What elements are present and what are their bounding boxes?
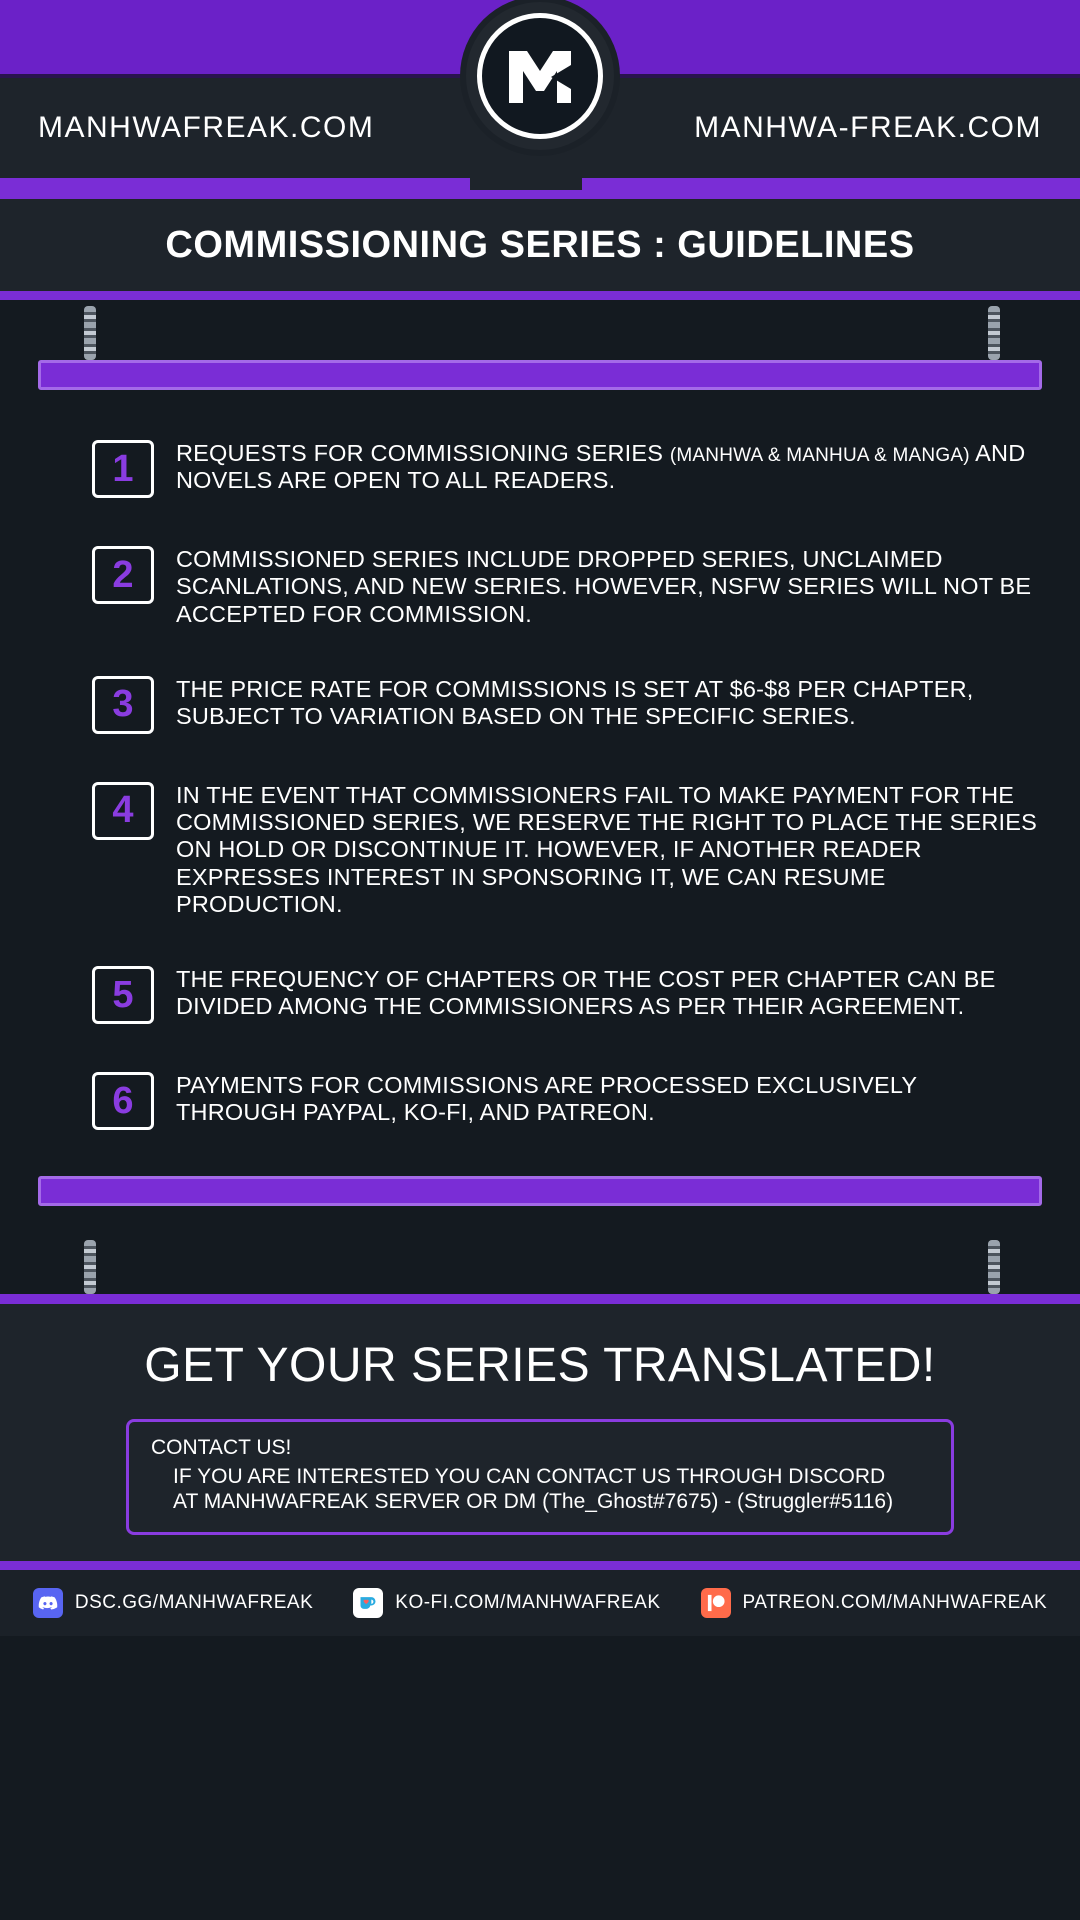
rule-text: PAYMENTS FOR COMMISSIONS ARE PROCESSED EXCLUSIVELY THROUGH PAYPAL, KO-FI, AND PATREON. <box>176 1072 917 1126</box>
discord-icon <box>33 1588 63 1618</box>
footer-separator-top <box>0 1294 1080 1304</box>
chain-icon-bottom-right <box>988 1240 1000 1294</box>
chain-icon-bottom-left <box>84 1240 96 1294</box>
chain-icon-top-right <box>988 306 1000 360</box>
contact-line-1: IF YOU ARE INTERESTED YOU CAN CONTACT US THROUGH DISCORD <box>173 1465 886 1488</box>
footer-headline: GET YOUR SERIES TRANSLATED! <box>144 1339 936 1392</box>
top-chain-zone <box>0 300 1080 360</box>
rule-text <box>176 438 1042 495</box>
site-name-left: MANHWAFREAK.COM <box>38 111 375 144</box>
contact-title: CONTACT US! <box>151 1436 292 1459</box>
bottom-chain-zone <box>0 1206 1080 1278</box>
decorative-bar-top <box>38 360 1042 390</box>
list-item <box>0 544 1080 628</box>
rule-text: THE PRICE RATE FOR COMMISSIONS IS SET AT $6-$8 PER CHAPTER, SUBJECT TO VARIATION BASED ON THE SPECIFIC SERIES. <box>176 675 974 729</box>
social-label-discord: DSC.GG/MANHWAFREAK <box>74 1592 314 1614</box>
list-item <box>0 964 1080 1024</box>
list-item <box>0 1070 1080 1130</box>
site-name-right: MANHWA-FREAK.COM <box>694 111 1042 144</box>
rule-text: THE FREQUENCY OF CHAPTERS OR THE COST PER CHAPTER CAN BE DIVIDED AMONG THE COMMISSIONERS AS PER THEIR AGREEMENT. <box>176 966 996 1020</box>
list-item <box>0 438 1080 498</box>
page-title-band <box>0 199 1080 291</box>
header-underbar <box>0 178 1080 190</box>
guidelines-list <box>0 390 1080 1130</box>
rule-text-tail: AND NOVELS ARE OPEN TO ALL READERS. <box>176 440 1026 494</box>
rule-text-small: (MANHWA & MANHUA & MANGA) <box>669 445 970 466</box>
footer-panel <box>0 1304 1080 1561</box>
title-separator-bottom <box>0 291 1080 300</box>
rule-number: 4 <box>92 782 154 840</box>
footer-separator-bottom <box>0 1561 1080 1570</box>
social-label-kofi: KO-FI.COM/MANHWAFREAK <box>395 1592 661 1614</box>
header-underbar-right <box>582 178 1080 190</box>
decorative-bar-bottom <box>38 1176 1042 1206</box>
title-separator-top <box>0 190 1080 199</box>
header-underbar-left <box>0 178 470 190</box>
social-link-kofi[interactable] <box>353 1588 660 1618</box>
rule-text-lead: REQUESTS FOR COMMISSIONING SERIES <box>176 440 670 466</box>
list-item <box>0 780 1080 918</box>
header-underbar-gap <box>470 178 582 190</box>
page-title: COMMISSIONING SERIES : GUIDELINES <box>165 223 915 266</box>
rule-number: 6 <box>92 1072 154 1130</box>
social-label-patreon: PATREON.COM/MANHWAFREAK <box>742 1592 1048 1614</box>
social-links-bar <box>0 1570 1080 1636</box>
contact-line-2: AT MANHWAFREAK SERVER OR DM (The_Ghost#7675) - (Struggler#5116) <box>173 1490 894 1514</box>
social-link-patreon[interactable] <box>701 1588 1048 1618</box>
rule-text: COMMISSIONED SERIES INCLUDE DROPPED SERIES, UNCLAIMED SCANLATIONS, AND NEW SERIES. HOWEVER, NSFW SERIES WILL NOT BE ACCEPTED FOR COMMISSION. <box>176 546 1032 627</box>
manhwafreak-m-logo-icon <box>477 13 603 139</box>
contact-box <box>126 1419 954 1535</box>
kofi-icon <box>353 1588 383 1618</box>
social-link-discord[interactable] <box>33 1588 313 1618</box>
rule-number: 3 <box>92 676 154 734</box>
chain-icon-top-left <box>84 306 96 360</box>
rule-text: IN THE EVENT THAT COMMISSIONERS FAIL TO MAKE PAYMENT FOR THE COMMISSIONED SERIES, WE RESERVE THE RIGHT TO PLACE THE SERIES ON HOLD OR DISCONTINUE IT. HOWEVER, IF ANOTHER READER EXPRESSES INTEREST IN SPONSORING IT, WE CAN RESUME PRODUCTION. <box>176 781 1038 917</box>
rule-number: 2 <box>92 546 154 604</box>
rule-number: 1 <box>92 440 154 498</box>
rule-number: 5 <box>92 966 154 1024</box>
site-logo <box>466 2 614 150</box>
list-item <box>0 674 1080 734</box>
patreon-icon <box>701 1588 731 1618</box>
